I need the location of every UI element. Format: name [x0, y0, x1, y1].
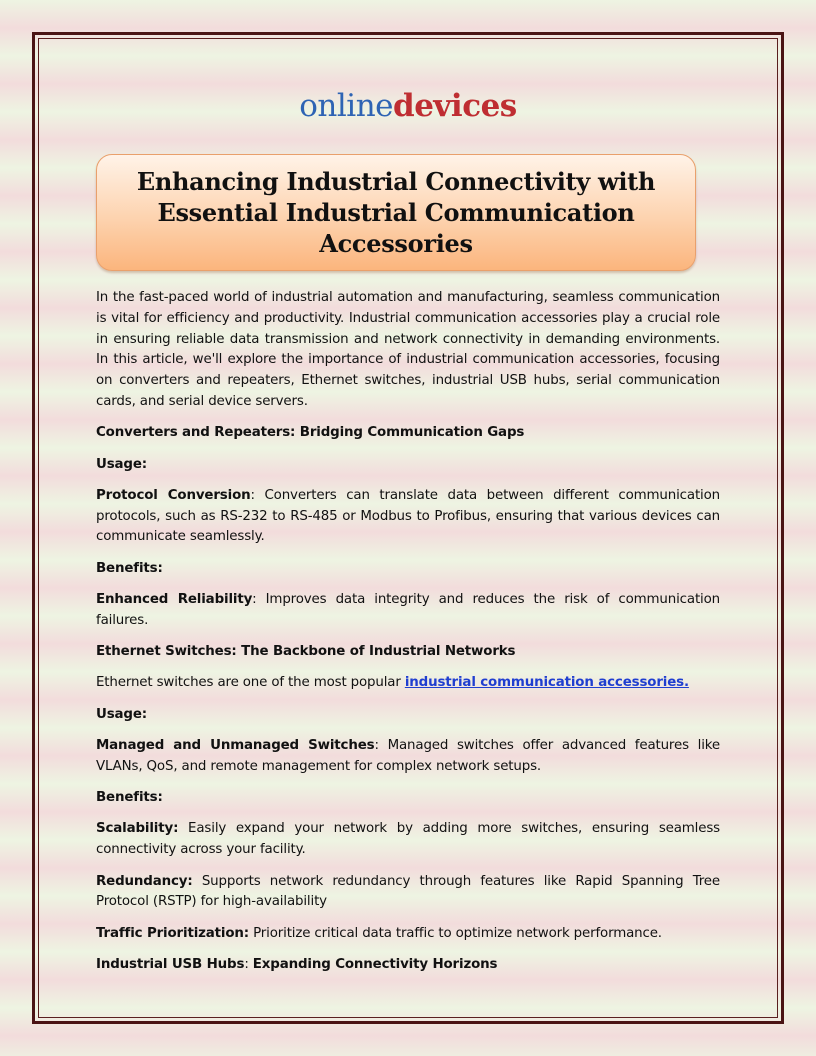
item-text: : Improves data integrity and reduces the risk of communication failures. — [96, 592, 720, 628]
item-text: Supports network redundancy through features like Rapid Spanning Tree Protocol (RSTP) for high-availability — [96, 873, 720, 910]
document-title: Enhancing Industrial Connectivity with Essential Industrial Communication Accessories — [136, 167, 656, 258]
usage-item-protocol-conversion — [96, 486, 720, 548]
term-text: Redundancy: — [96, 873, 193, 889]
term-text: Managed and Unmanaged Switches — [96, 738, 375, 754]
benefit-traffic-prioritization — [96, 924, 720, 945]
benefits-label-ethernet — [96, 788, 720, 809]
label-text: Usage: — [96, 706, 148, 722]
label-text: Benefits: — [96, 790, 163, 806]
term-text: Traffic Prioritization: — [96, 925, 249, 941]
label-text: Usage: — [96, 456, 148, 472]
section-heading-converters — [96, 423, 720, 444]
section-heading-usb-hubs — [96, 955, 720, 976]
article-body — [96, 288, 720, 986]
section-heading-ethernet-switches — [96, 642, 720, 663]
benefit-enhanced-reliability — [96, 590, 720, 632]
label-text: Benefits: — [96, 560, 163, 576]
heading-text-b: Expanding Connectivity Horizons — [252, 956, 498, 972]
heading-text: Converters and Repeaters: Bridging Communication Gaps — [96, 425, 525, 441]
logo-part-online: online — [299, 88, 394, 124]
benefits-label-converters — [96, 559, 720, 580]
benefit-scalability — [96, 819, 720, 861]
usage-item-managed-switches — [96, 736, 720, 778]
ethernet-intro-paragraph — [96, 673, 720, 694]
intro-paragraph: In the fast-paced world of industrial automation and manufacturing, seamless communication is vital for efficiency and productivity. Industrial communication accessories play a crucial role in ensuring reliable data transmission and network connectivity in demanding environments. In this article, we'll explore the importance of industrial communication accessories, focusing on converters and repeaters, Ethernet switches, industrial USB hubs, serial communication cards, and serial device servers. — [96, 290, 720, 409]
item-text: : Converters can translate data between different communication protocols, such as RS-232 to RS-485 or Modbus to Profibus, ensuring that various devices can communicate seamlessly. — [96, 487, 720, 545]
heading-separator: : — [244, 956, 253, 972]
usage-label-converters — [96, 455, 720, 476]
intro-text: Ethernet switches are one of the most popular — [96, 675, 405, 691]
term-text: Enhanced Reliability — [96, 592, 253, 608]
heading-text-a: Industrial USB Hubs — [96, 956, 245, 972]
item-text: : Managed switches offer advanced features like VLANs, QoS, and remote management for complex network setups. — [96, 738, 721, 774]
logo-part-devices: devices — [393, 88, 517, 124]
title-banner — [96, 154, 696, 271]
item-text: Easily expand your network by adding more switches, ensuring seamless connectivity across your facility. — [96, 821, 720, 858]
heading-text: Ethernet Switches: The Backbone of Industrial Networks — [96, 644, 516, 660]
term-text: Protocol Conversion — [96, 487, 251, 503]
benefit-redundancy — [96, 872, 720, 914]
brand-logo — [0, 88, 816, 124]
term-text: Scalability: — [96, 821, 179, 837]
industrial-accessories-link[interactable]: industrial communication accessories. — [404, 675, 689, 691]
usage-label-ethernet — [96, 705, 720, 726]
item-text: Prioritize critical data traffic to optimize network performance. — [249, 925, 662, 941]
